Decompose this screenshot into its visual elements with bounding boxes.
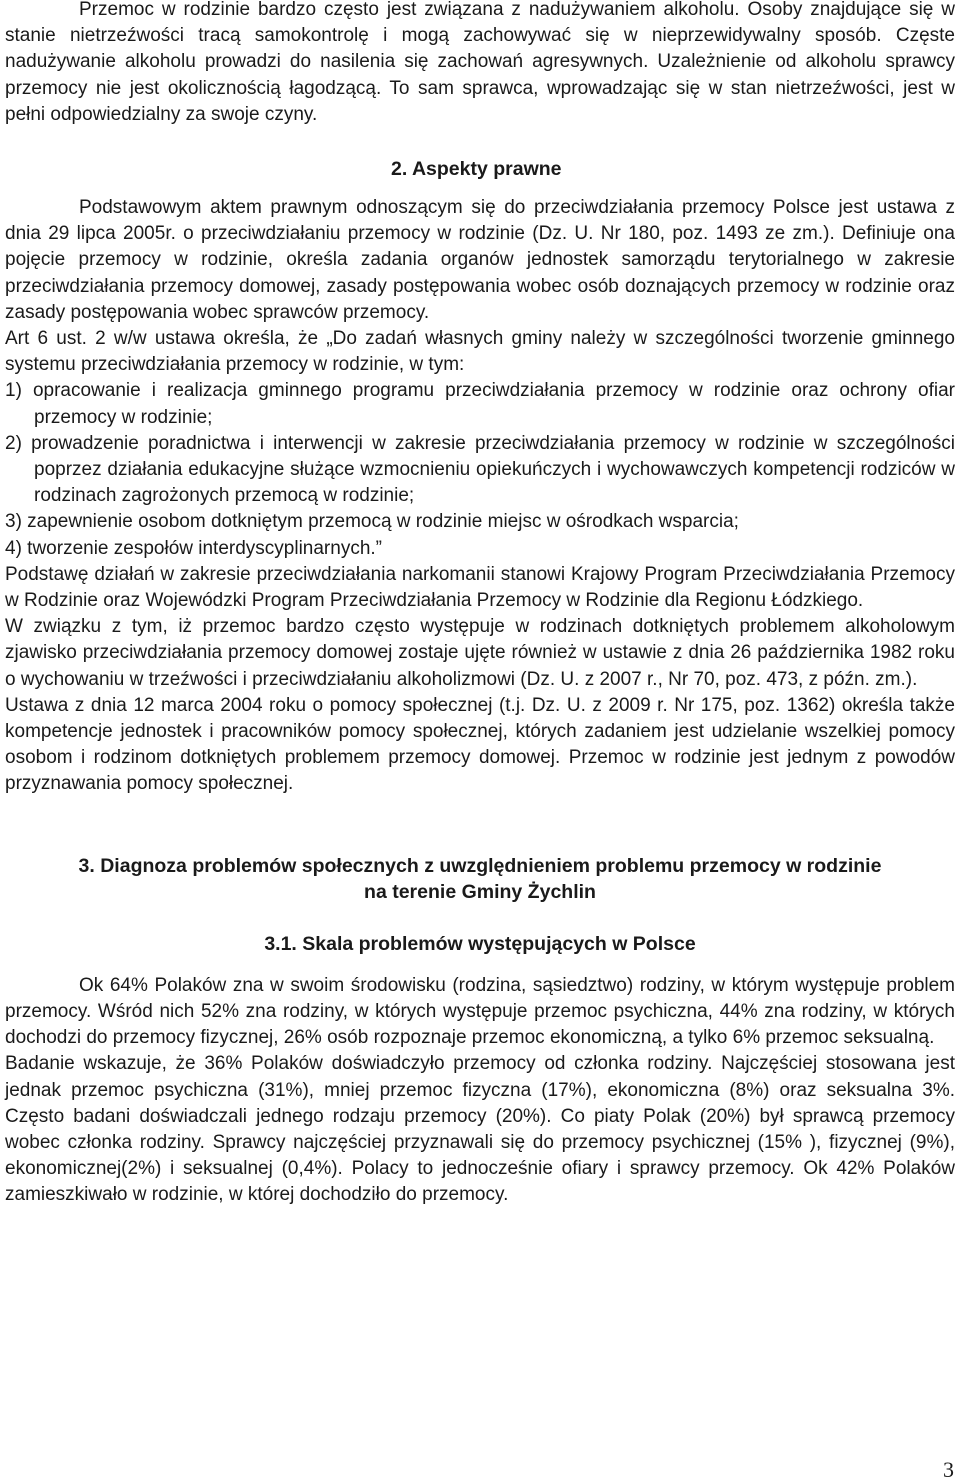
section-3-heading-line1: 3. Diagnoza problemów społecznych z uwzględnieniem problemu przemocy w rodzinie (78, 854, 882, 877)
section-2-heading: 2. Aspekty prawne (391, 158, 562, 181)
article-6-intro: Art 6 ust. 2 w/w ustawa określa, że „Do zadań własnych gminy należy w szczególności tworzenie gminnego systemu przeciwdziałania przemocy w rodzinie, w tym: (5, 328, 955, 376)
alcohol-law-paragraph: W związku z tym, iż przemoc bardzo często występuje w rodzinach dotkniętych problemem alkoholowym zjawisko przeciwdziałania przemocy domowej zostaje ujęte również w ustawie z dnia 26 października 1982 roku o wychowaniu w trzeźwości i przeciwdziałaniu alkoholizmowi (Dz. U. z 2007 r., Nr 70, poz. 473, z późn. zm.). (5, 616, 955, 690)
statistics-paragraph: Ok 64% Polaków zna w swoim środowisku (rodzina, sąsiedztwo) rodziny, w którym występuje problem przemocy. Wśród nich 52% zna rodziny, w których występuje przemoc psychiczna, 44% zna rodziny, w których dochodzi do przemocy fizycznej, 26% osób rozpoznaje przemoc ekonomiczną, a tylko 6% przemoc seksualną. (5, 974, 955, 1049)
survey-paragraph: Badanie wskazuje, że 36% Polaków doświadczyło przemocy od członka rodziny. Najczęściej stosowana jest jednak przemoc psychiczna (31%), mniej przemoc fizyczna (17%), ekonomiczna (8%) oraz seksualna 3%. Często badani doświadczali jednego rodzaju przemocy (20%). Co piaty Polak (20%) był sprawcą przemocy wobec członka rodziny. Sprawcy najczęściej przyznawali się do przemocy psychicznej (15% ), fizycznej (9%), ekonomicznej(2%) i seksualnej (0,4%). Polacy to jednocześnie ofiary i sprawcy przemocy. Ok 42% Polaków zamieszkiwało w rodzinie, w której dochodziło do przemocy. (5, 1053, 955, 1206)
list-item: 2) prowadzenie poradnictwa i interwencji w zakresie przeciwdziałania przemocy w rodzinie w szczególności poprzez działania edukacyjne służące wzmocnieniu opiekuńczych i wychowawczych kompetencji rodziców w rodzinach zagrożonych przemocą w rodzinie; (5, 432, 955, 507)
intro-paragraph: Przemoc w rodzinie bardzo często jest związana z nadużywaniem alkoholu. Osoby znajdujące się w stanie nietrzeźwości tracą samokontrolę i mogą zachowywać się w nieprzewidywalny sposób. Częste nadużywanie alkoholu prowadzi do nasilenia się zachowań agresywnych. Uzależnienie od alkoholu sprawcy przemocy nie jest okolicznością łagodzącą. To sam sprawca, wprowadzając się w stan nietrzeźwości, jest w pełni odpowiedzialny za swoje czyny. (5, 0, 955, 125)
list-item: 3) zapewnienie osobom dotkniętym przemocą w rodzinie miejsc w ośrodkach wsparcia; (5, 511, 739, 533)
program-paragraph: Podstawę działań w zakresie przeciwdziałania narkomanii stanowi Krajowy Program Przeciwdziałania Przemocy w Rodzinie oraz Wojewódzki Program Przeciwdziałania Przemocy w Rodzinie dla Regionu Łódzkiego. (5, 563, 955, 612)
list-item: 1) opracowanie i realizacja gminnego programu przeciwdziałania przemocy w rodzinie oraz ochrony ofiar przemocy w rodzinie; (5, 380, 955, 428)
list-item: 4) tworzenie zespołów interdyscyplinarnych.” (5, 537, 382, 559)
section-3-1-heading: 3.1. Skala problemów występujących w Polsce (264, 932, 696, 955)
social-aid-paragraph: Ustawa z dnia 12 marca 2004 roku o pomocy społecznej (t.j. Dz. U. z 2009 r. Nr 175, poz. 1362) określa także kompetencje jednostek i pracowników pomocy społecznej, których zadaniem jest udzielanie wszelkiej pomocy osobom i rodzinom dotkniętych problemem przemocy domowej. Przemoc w rodzinie jest jednym z powodów przyznawania pomocy społecznej. (5, 694, 955, 795)
document-page (5, 0, 955, 1209)
legal-basis-paragraph: Podstawowym aktem prawnym odnoszącym się do przeciwdziałania przemocy Polsce jest ustawa z dnia 29 lipca 2005r. o przeciwdziałaniu przemocy w rodzinie (Dz. U. Nr 180, poz. 1493 ze zm.). Definiuje ona pojęcie przemocy w rodzinie, określa zadania organów jednostek samorządu terytorialnego w zakresie przeciwdziałania przemocy domowej, zasady postępowania wobec osób doznających przemocy w rodzinie oraz zasady postępowania wobec sprawców przemocy. (5, 197, 955, 323)
page-number: 3 (943, 1457, 954, 1482)
section-3-heading-line2: na terenie Gminy Żychlin (364, 881, 596, 904)
